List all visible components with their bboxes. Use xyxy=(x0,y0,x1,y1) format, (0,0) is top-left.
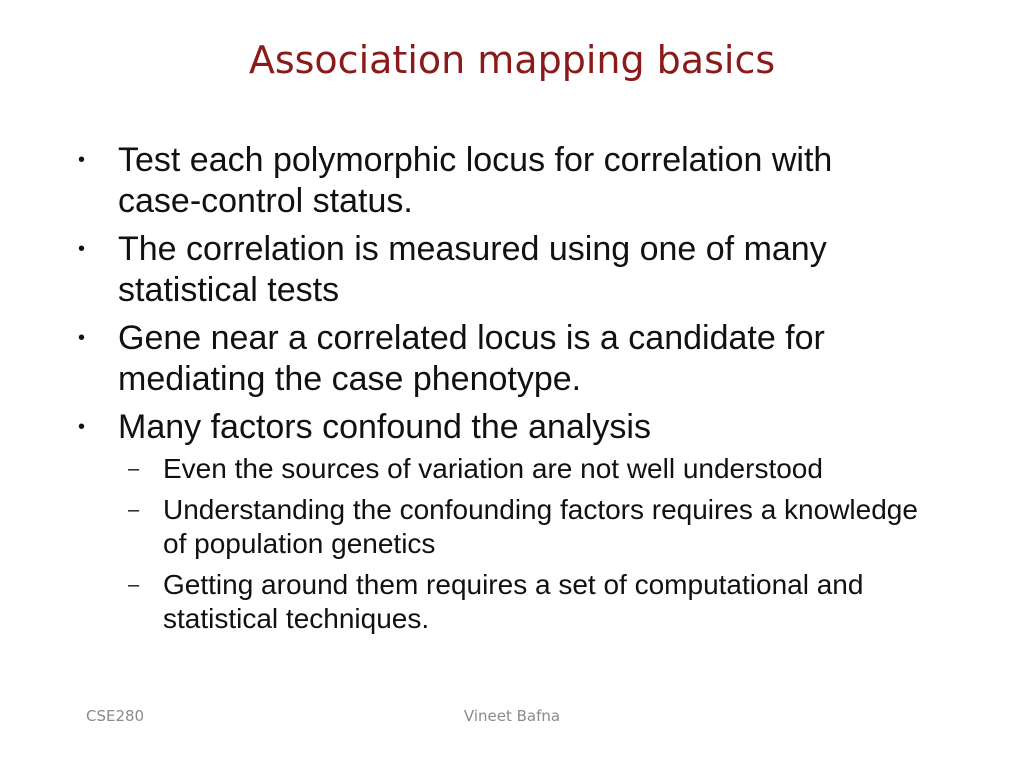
bullet-text: Gene near a correlated locus is a candidate for mediating the case phenotype. xyxy=(118,319,825,398)
sub-bullet-marker: – xyxy=(128,574,140,596)
sub-bullet-item xyxy=(118,568,924,636)
sub-bullet-text: Understanding the confounding factors requires a knowledge of population genetics xyxy=(163,494,918,559)
sub-bullet-marker: – xyxy=(128,499,140,521)
bullet-text: Test each polymorphic locus for correlation with case-control status. xyxy=(118,141,833,220)
sub-bullet-marker: – xyxy=(128,458,140,480)
sub-bullet-text: Getting around them requires a set of computational and statistical techniques. xyxy=(163,569,864,634)
sub-bullet-item xyxy=(118,452,924,486)
sub-bullet-list xyxy=(118,452,924,636)
slide-title: Association mapping basics xyxy=(248,38,776,82)
bullet-list xyxy=(0,140,1024,643)
footer-author: Vineet Bafna xyxy=(463,707,561,725)
bullet-text: The correlation is measured using one of many statistical tests xyxy=(118,230,827,309)
bullet-text: Many factors confound the analysis xyxy=(118,408,651,446)
bullet-item xyxy=(0,318,1024,400)
bullet-item xyxy=(0,407,1024,636)
sub-bullet-item xyxy=(118,493,924,561)
bullet-item xyxy=(0,140,1024,222)
bullet-marker: • xyxy=(78,238,86,260)
bullet-marker: • xyxy=(78,327,86,349)
bullet-marker: • xyxy=(78,149,86,171)
bullet-item xyxy=(0,229,1024,311)
bullet-marker: • xyxy=(78,416,86,438)
footer-course: CSE280 xyxy=(86,707,145,725)
sub-bullet-text: Even the sources of variation are not well understood xyxy=(163,453,823,484)
